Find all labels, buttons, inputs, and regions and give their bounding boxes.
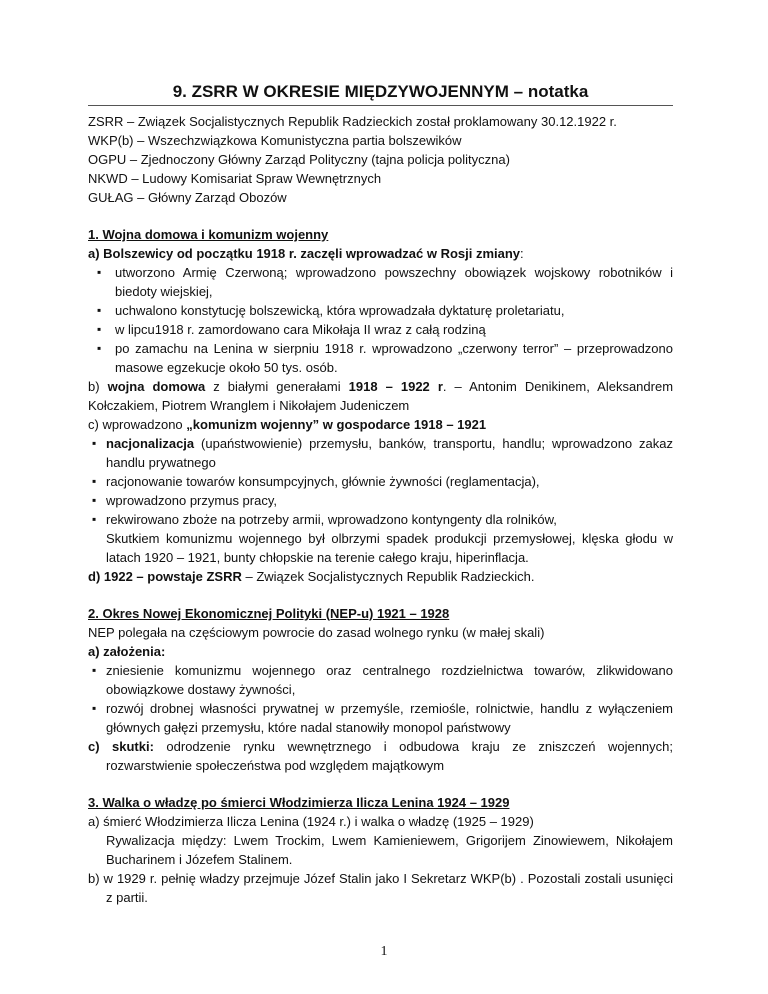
page-title: 9. ZSRR W OKRESIE MIĘDZYWOJENNYM – notatka xyxy=(172,82,589,101)
section-1 xyxy=(88,225,673,586)
section-3-point-b: b) w 1929 r. pełnię władzy przejmuje Józef Stalin jako I Sekretarz WKP(b) . Pozostali zostali usunięci z partii. xyxy=(88,871,673,905)
list-item: ▪ po zamachu na Lenina w sierpniu 1918 r. wprowadzono „czerwony terror” – przeprowadzono masowe egzekucje około 50 tys. osób. xyxy=(88,339,673,377)
document-page xyxy=(88,82,673,907)
section-2 xyxy=(88,604,673,775)
list-item: ▪ wprowadzono przymus pracy, xyxy=(88,491,673,510)
abbreviation-zsrr: ZSRR – Związek Socjalistycznych Republik Radzieckich został proklamowany 30.12.1922 r. xyxy=(88,114,617,129)
section-3-a-detail: Rywalizacja między: Lwem Trockim, Lwem Kamieniewem, Grigorijem Zinowiewem, Nikołajem Bucharinem i Józefem Stalinem. xyxy=(106,833,673,867)
section-2-point-a: a) założenia: xyxy=(88,644,166,659)
list-item: ▪ utworzono Armię Czerwoną; wprowadzono powszechny obowiązek wojskowy robotników i biedoty wiejskiej, xyxy=(88,263,673,301)
section-1-point-a: a) Bolszewicy od początku 1918 r. zaczęli wprowadzać w Rosji zmiany: xyxy=(88,246,524,261)
section-2-heading: 2. Okres Nowej Ekonomicznej Polityki (NEP-u) 1921 – 1928 xyxy=(88,606,450,621)
abbreviation-ogpu: OGPU – Zjednoczony Główny Zarząd Polityczny (tajna policja polityczna) xyxy=(88,152,510,167)
list-item: ▪ uchwalono konstytucję bolszewicką, która wprowadzała dyktaturę proletariatu, xyxy=(88,301,673,320)
abbreviation-wkpb: WKP(b) – Wszechzwiązkowa Komunistyczna partia bolszewików xyxy=(88,133,462,148)
section-2-a-list xyxy=(88,661,673,737)
title-divider xyxy=(88,105,673,106)
list-item: ▪ racjonowanie towarów konsumpcyjnych, głównie żywności (reglamentacja), xyxy=(88,472,673,491)
section-1-c-list xyxy=(88,434,673,529)
list-item: ▪ zniesienie komunizmu wojennego oraz centralnego rozdzielnictwa towarów, zlikwidowano obowiązkowe dostawy żywności, xyxy=(88,661,673,699)
page-number: 1 xyxy=(380,944,388,959)
section-2-point-c: c) skutki: odrodzenie rynku wewnętrznego i odbudowa kraju ze zniszczeń wojennych; rozwarstwienie społeczeństwa pod względem majątkowym xyxy=(88,739,674,773)
section-1-point-b: b) wojna domowa z białymi generałami 1918 – 1922 r. – Antonim Denikinem, Aleksandrem Kołczakiem, Piotrem Wranglem i Nikołajem Judeniczem xyxy=(88,379,674,413)
abbreviations-list xyxy=(88,112,673,207)
section-3-heading: 3. Walka o władzę po śmierci Włodzimierza Ilicza Lenina 1924 – 1929 xyxy=(88,795,510,810)
section-1-heading: 1. Wojna domowa i komunizm wojenny xyxy=(88,227,329,242)
section-1-point-d: d) 1922 – powstaje ZSRR – Związek Socjalistycznych Republik Radzieckich. xyxy=(88,569,535,584)
section-1-a-list xyxy=(88,263,673,377)
section-3-point-a: a) śmierć Włodzimierza Ilicza Lenina (1924 r.) i walka o władzę (1925 – 1929) xyxy=(88,814,534,829)
list-item: ▪ rekwirowano zboże na potrzeby armii, wprowadzono kontyngenty dla rolników, xyxy=(88,510,673,529)
abbreviation-gulag: GUŁAG – Główny Zarząd Obozów xyxy=(88,190,287,205)
section-1-c-summary: Skutkiem komunizmu wojennego był olbrzymi spadek produkcji przemysłowej, klęska głodu w latach 1920 – 1921, bunty chłopskie na terenie całego kraju, hiperinflacja. xyxy=(106,531,673,565)
list-item: ▪ w lipcu1918 r. zamordowano cara Mikołaja II wraz z całą rodziną xyxy=(88,320,673,339)
abbreviation-nkwd: NKWD – Ludowy Komisariat Spraw Wewnętrznych xyxy=(88,171,382,186)
section-2-intro: NEP polegała na częściowym powrocie do zasad wolnego rynku (w małej skali) xyxy=(88,625,545,640)
list-item: ▪ nacjonalizacja (upaństwowienie) przemysłu, banków, transportu, handlu; wprowadzono zakaz handlu prywatnego xyxy=(88,434,673,472)
list-item: ▪ rozwój drobnej własności prywatnej w przemyśle, rzemiośle, rolnictwie, handlu z wyłączeniem głównych gałęzi przemysłu, które nadal stanowiły monopol państwowy xyxy=(88,699,673,737)
section-3 xyxy=(88,793,673,907)
section-1-point-c: c) wprowadzono „komunizm wojenny” w gospodarce 1918 – 1921 xyxy=(88,417,487,432)
